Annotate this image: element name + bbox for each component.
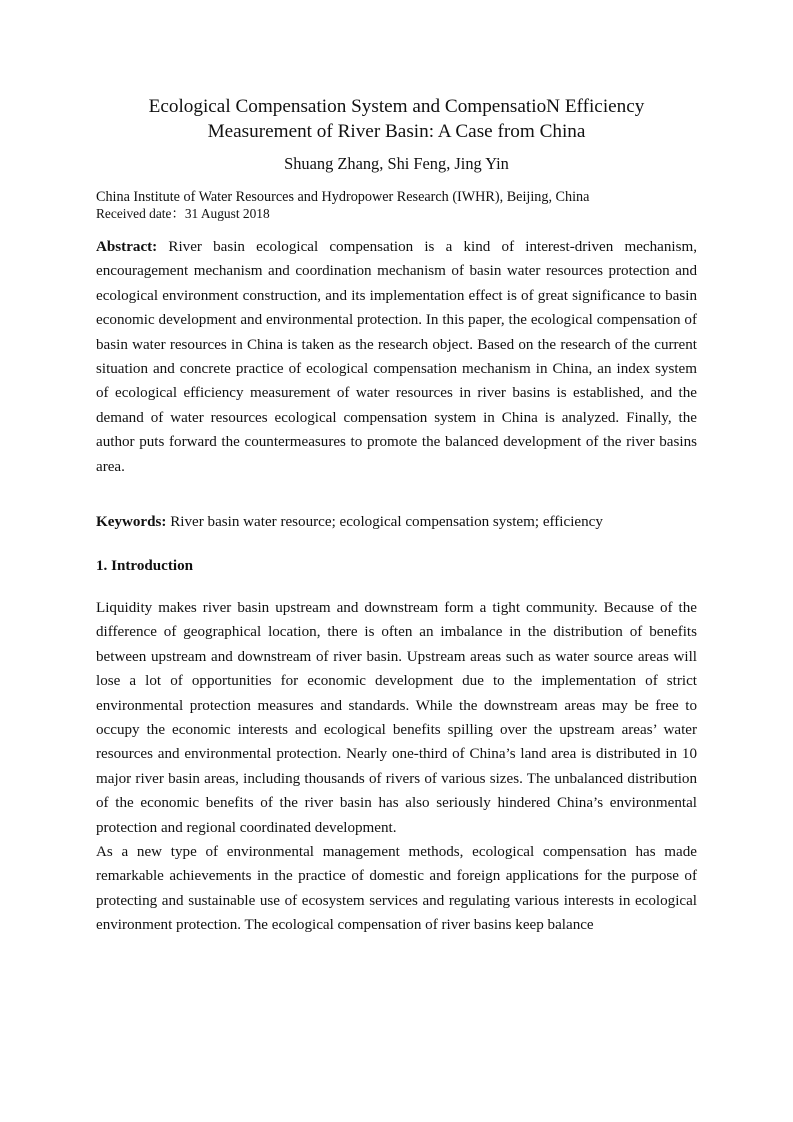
abstract-label: Abstract: <box>96 239 158 255</box>
paper-title-line-2: Measurement of River Basin: A Case from China <box>207 121 586 142</box>
author-list: Shuang Zhang, Shi Feng, Jing Yin <box>284 154 509 173</box>
body-paragraph: Liquidity makes river basin upstream and downstream form a tight community. Because of the difference of geographical location, there is often an imbalance in the distribution of benefits between upstream and downstream of river basin. Upstream areas such as water source areas will lose a lot of opportunities for economic development due to the implementation of strict environmental protection measures and standards. While the downstream areas may be free to occupy the economic interests and ecological benefits spilling over the upstream areas’ water resources and environmental protection. Nearly one-third of China’s land area is distributed in 10 major river basin areas, including thousands of rivers of various sizes. The unbalanced distribution of the economic benefits of the river basin has also seriously hindered China’s environmental protection and regional coordinated development. <box>96 600 697 836</box>
keywords <box>96 511 697 533</box>
received-date: Received date：31 August 2018 <box>96 206 270 221</box>
affiliation: China Institute of Water Resources and Hydropower Research (IWHR), Beijing, China <box>96 189 590 205</box>
abstract <box>96 235 697 479</box>
keywords-text: River basin water resource; ecological compensation system; efficiency <box>170 514 603 530</box>
keywords-label: Keywords: <box>96 514 167 530</box>
paper-title <box>96 94 697 144</box>
body-paragraph: As a new type of environmental management methods, ecological compensation has made remarkable achievements in the practice of domestic and foreign applications for the purpose of protecting and sustainable use of ecosystem services and regulating various interests in ecological environment protection. The ecological compensation of river basins keep balance <box>96 844 697 934</box>
section-heading-introduction: 1. Introduction <box>96 558 194 574</box>
paper-title-line-1: Ecological Compensation System and CompensatioN Efficiency <box>148 96 645 117</box>
section-body-introduction <box>96 596 697 938</box>
abstract-text: River basin ecological compensation is a kind of interest-driven mechanism, encouragement mechanism and coordination mechanism of basin water resources protection and ecological environment construction, and its implementation effect is of great significance to basin economic development and environmental protection. In this paper, the ecological compensation of basin water resources in China is taken as the research object. Based on the research of the current situation and concrete practice of ecological compensation mechanism in China, an index system of ecological efficiency measurement of water resources in river basins is established, and the demand of water resources ecological compensation system in China is analyzed. Finally, the author puts forward the countermeasures to promote the balanced development of the river basins area. <box>96 239 697 475</box>
